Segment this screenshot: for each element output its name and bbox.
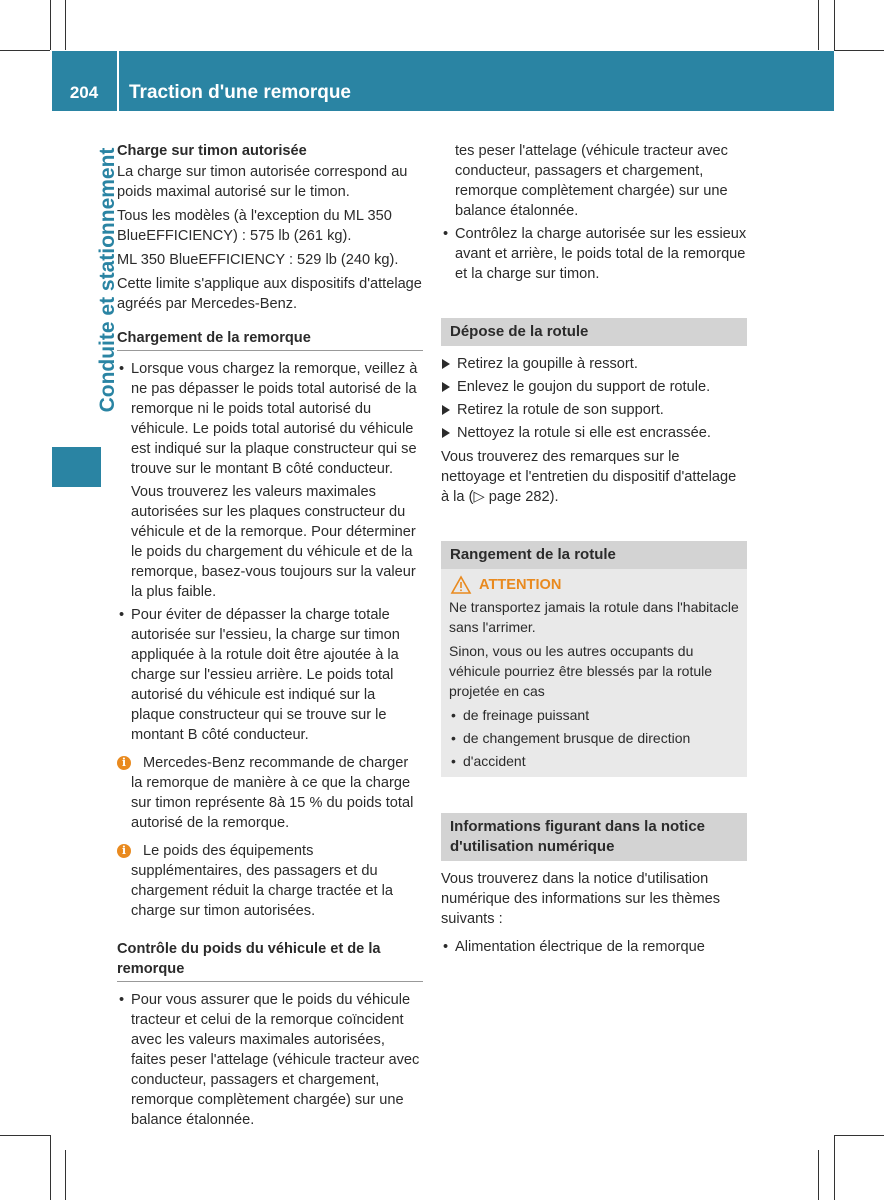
bullet-item: • Alimentation électrique de la remorque: [441, 937, 747, 957]
info-text: Le poids des équipements supplémentaires, des passagers et du chargement réduit la charge tractée et la charge sur timon autorisées.: [131, 843, 394, 919]
crop-mark: [0, 1135, 50, 1136]
warning-title: [449, 575, 739, 595]
warning-bullet: • de freinage puissant: [449, 705, 739, 725]
step-item: [441, 377, 747, 397]
paragraph: ML 350 BlueEFFICIENCY : 529 lb (240 kg).: [117, 252, 399, 268]
section-header-box: Dépose de la rotule: [441, 318, 747, 346]
crop-mark: [0, 50, 50, 51]
bullet-item: • Lorsque vous chargez la remorque, veillez à ne pas dépasser le poids total autorisé de la remorque ni le poids total autorisé du véhicule. Le poids total autorisé du véhicule est indiqué sur la plaque constructeur qui se trouve sur le montant B côté conducteur.: [117, 359, 423, 479]
paragraph: Cette limite s'applique aux dispositifs d'attelage agréés par Mercedes-Benz.: [117, 276, 422, 312]
info-note: [117, 841, 423, 921]
warning-bullet: • d'accident: [449, 751, 739, 771]
page-reference-paragraph: Vous trouverez des remarques sur le nettoyage et l'entretien du dispositif d'attelage à la (▷ page 282).: [441, 449, 737, 505]
crop-mark: [65, 1150, 66, 1200]
warning-bullet: • de changement brusque de direction: [449, 728, 739, 748]
bullet-continuation: tes peser l'attelage (véhicule tracteur avec conducteur, passagers et chargement, remorque complètement chargée) sur une balance étalonnée.: [455, 143, 728, 219]
step-text: Enlevez le goujon du support de rotule.: [457, 379, 711, 395]
crop-mark: [834, 0, 835, 50]
side-chapter-label: Conduite et stationnement: [96, 147, 119, 413]
page-title: Traction d'une remorque: [129, 82, 351, 103]
paragraph: Vous trouverez dans la notice d'utilisation numérique des informations sur les thèmes suivants :: [441, 871, 721, 927]
step-item: [441, 354, 747, 374]
step-arrow-icon: [442, 359, 450, 369]
info-icon: i: [117, 844, 131, 858]
step-item: [441, 423, 747, 443]
step-arrow-icon: [442, 405, 450, 415]
section-heading: Charge sur timon autorisée: [117, 143, 307, 159]
section-heading: Contrôle du poids du véhicule et de la remorque: [117, 939, 423, 982]
header-divider: [117, 51, 119, 111]
left-column: [117, 141, 423, 1128]
info-text: Mercedes-Benz recommande de charger la remorque de manière à ce que la charge sur timon représente 8à 15 % du poids total autorisé de la remorque.: [131, 755, 414, 831]
right-column: [441, 141, 747, 960]
warning-title-text: ATTENTION: [479, 577, 562, 593]
warning-paragraph: Ne transportez jamais la rotule dans l'habitacle sans l'arrimer.: [449, 599, 739, 635]
bullet-item: • Pour éviter de dépasser la charge totale autorisée sur l'essieu, la charge sur timon appliquée à la rotule doit être ajoutée à la charge sur l'essieu arrière. Le poids total autorisé du véhicule est indiqué sur la plaque constructeur qui se trouve sur le montant B côté conducteur.: [117, 605, 423, 745]
bullet-item: • Contrôlez la charge autorisée sur les essieux avant et arrière, le poids total de la remorque et la charge sur timon.: [441, 224, 747, 284]
step-text: Retirez la goupille à ressort.: [457, 356, 638, 372]
page-number: 204: [69, 83, 99, 102]
section-heading: Chargement de la remorque: [117, 328, 423, 351]
bullet-item: [117, 990, 423, 1128]
step-text: Retirez la rotule de son support.: [457, 402, 664, 418]
crop-mark: [834, 1135, 835, 1200]
crop-mark: [834, 1135, 884, 1136]
warning-box: [441, 569, 747, 777]
step-arrow-icon: [442, 428, 450, 438]
crop-mark: [818, 1150, 819, 1200]
bullet-text: Pour vous assurer que le poids du véhicule tracteur et celui de la remorque coïncident avec les valeurs maximales autorisées, faites peser l'attelage (véhicule tracteur avec conducteur, passagers et chargement, remorque complètement chargée) sur une balance étalonnée.: [131, 992, 420, 1128]
step-arrow-icon: [442, 382, 450, 392]
bullet-continuation: Vous trouverez les valeurs maximales autorisées sur les plaques constructeur du véhicule et de la remorque. Pour déterminer le poids du chargement du véhicule et de la remorque, basez-vous toujours sur la valeur la plus faible.: [131, 484, 416, 600]
info-icon: i: [117, 756, 131, 770]
paragraph: Tous les modèles (à l'exception du ML 350 BlueEFFICIENCY) : 575 lb (261 kg).: [117, 208, 392, 244]
info-note: [117, 753, 423, 833]
crop-mark: [65, 0, 66, 50]
paragraph: La charge sur timon autorisée correspond au poids maximal autorisé sur le timon.: [117, 164, 408, 200]
warning-paragraph: Sinon, vous ou les autres occupants du véhicule pourriez être blessés par la rotule projetée en cas: [449, 643, 713, 699]
section-header-box: Rangement de la rotule: [441, 541, 747, 569]
crop-mark: [50, 1135, 51, 1200]
step-item: [441, 400, 747, 420]
crop-mark: [50, 0, 51, 50]
crop-mark: [818, 0, 819, 50]
warning-triangle-icon: [451, 576, 471, 594]
step-text: Nettoyez la rotule si elle est encrassée.: [457, 425, 711, 441]
crop-mark: [834, 50, 884, 51]
side-tab-marker: [52, 447, 101, 487]
section-header-box: Informations figurant dans la notice d'utilisation numérique: [441, 813, 747, 861]
